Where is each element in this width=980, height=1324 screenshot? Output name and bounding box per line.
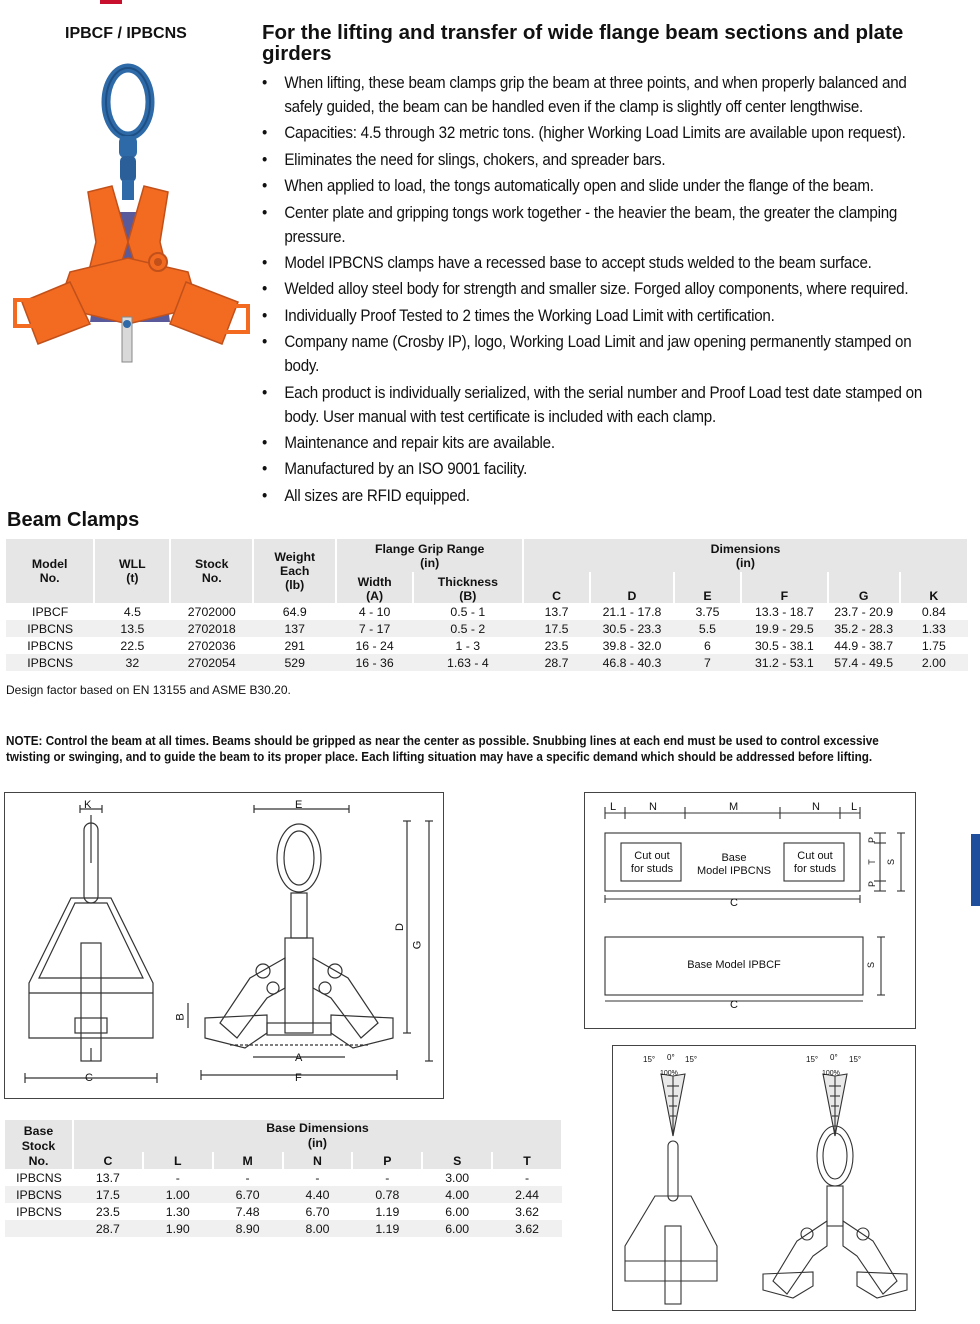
table-cell: 57.4 - 49.5 bbox=[828, 654, 900, 671]
table-cell: 291 bbox=[284, 638, 305, 653]
beam-clamp-table bbox=[6, 539, 969, 671]
base-dimensions-table bbox=[5, 1120, 563, 1237]
section-title: Beam Clamps bbox=[7, 509, 140, 531]
dim-label-a: A bbox=[295, 1052, 303, 1064]
base-col-p-header: P bbox=[352, 1152, 422, 1169]
col-g-header: G bbox=[828, 572, 900, 603]
feature-item: • Capacities: 4.5 through 32 metric tons. (higher Working Load Limits are available upon request). bbox=[262, 121, 924, 145]
table-cell: 2.44 bbox=[492, 1186, 562, 1203]
dim-label-e: E bbox=[295, 799, 303, 811]
table-cell: 4.5 bbox=[123, 604, 141, 619]
base-model-ipbcf-label: Base Model IPBCF bbox=[687, 959, 781, 971]
table-row bbox=[5, 1186, 562, 1203]
table-cell: IPBCNS bbox=[6, 620, 94, 637]
table-cell: - bbox=[385, 1170, 390, 1185]
feature-item: • Model IPBCNS clamps have a recessed base to accept studs welded to the beam surface. bbox=[262, 251, 924, 275]
table-cell: 0.84 bbox=[921, 604, 946, 619]
table-cell: 39.8 - 32.0 bbox=[602, 638, 662, 653]
cut-out-label-right: Cut out for studs bbox=[793, 850, 837, 875]
table-cell: 1.00 bbox=[143, 1186, 213, 1203]
table-cell: 6.00 bbox=[422, 1220, 492, 1237]
base-label-n: N bbox=[649, 801, 657, 813]
base-label-p2: P bbox=[867, 880, 878, 888]
table-cell: 3.00 bbox=[445, 1170, 470, 1185]
table-cell: 1.19 bbox=[375, 1204, 400, 1219]
base-model-ipbcns-label: Base Model IPBCNS bbox=[697, 852, 771, 877]
col-wll-header: WLL (t) bbox=[94, 539, 170, 603]
angle-label-15-left2: 15° bbox=[685, 1055, 698, 1064]
angle-diagram-panel bbox=[612, 1045, 916, 1311]
table-cell: 31.2 - 53.1 bbox=[741, 654, 828, 671]
beam-clamp-table-body bbox=[6, 603, 968, 671]
base-col-l-header: L bbox=[143, 1152, 213, 1169]
base-stock-header: Base Stock No. bbox=[5, 1120, 73, 1169]
table-cell: 1 - 3 bbox=[455, 638, 481, 653]
table-cell: 7 - 17 bbox=[336, 620, 412, 637]
table-cell: 1.63 - 4 bbox=[413, 654, 523, 671]
feature-item: • Maintenance and repair kits are available. bbox=[262, 431, 924, 455]
table-cell: 13.5 bbox=[94, 620, 170, 637]
table-cell: 35.2 - 28.3 bbox=[828, 620, 900, 637]
table-cell: 13.7 bbox=[544, 604, 569, 619]
accent-mark bbox=[100, 0, 122, 4]
table-cell: IPBCF bbox=[32, 604, 69, 619]
col-thickness-header: Thickness (B) bbox=[413, 572, 523, 603]
base-label-l2: L bbox=[851, 801, 858, 813]
table-row bbox=[6, 637, 968, 654]
table-cell: 4.00 bbox=[422, 1186, 492, 1203]
table-cell: 4.40 bbox=[283, 1186, 353, 1203]
table-row bbox=[5, 1169, 562, 1186]
table-row bbox=[6, 654, 968, 671]
col-stock-header: Stock No. bbox=[170, 539, 253, 603]
product-image bbox=[10, 62, 250, 382]
table-cell: 30.5 - 38.1 bbox=[754, 638, 814, 653]
table-cell: 0.5 - 2 bbox=[413, 620, 523, 637]
table-cell: 46.8 - 40.3 bbox=[590, 654, 674, 671]
table-cell: 6 bbox=[704, 638, 711, 653]
base-dimension-drawing bbox=[585, 793, 915, 1028]
angle-label-15-right: 15° bbox=[806, 1055, 819, 1064]
feature-item: • Eliminates the need for slings, chokers, and spreader bars. bbox=[262, 148, 924, 172]
table-cell: 1.75 bbox=[921, 638, 946, 653]
table-cell: 6.70 bbox=[305, 1204, 330, 1219]
table-cell: 8.00 bbox=[283, 1220, 353, 1237]
dim-label-d: D bbox=[393, 923, 406, 931]
table-cell: 2.00 bbox=[900, 654, 968, 671]
feature-item: • Welded alloy steel body for strength and smaller size. Forged alloy components, where required. bbox=[262, 277, 924, 301]
dim-label-b: B bbox=[174, 1013, 187, 1021]
feature-item: • Individually Proof Tested to 2 times the Working Load Limit with certification. bbox=[262, 304, 924, 328]
table-cell: 22.5 bbox=[120, 638, 145, 653]
col-k-header: K bbox=[900, 572, 968, 603]
table-cell: 21.1 - 17.8 bbox=[602, 604, 662, 619]
col-c-header: C bbox=[523, 572, 590, 603]
base-label-n2: N bbox=[812, 801, 820, 813]
table-cell: 17.5 bbox=[73, 1186, 143, 1203]
table-cell bbox=[5, 1220, 73, 1237]
table-cell: 137 bbox=[253, 620, 336, 637]
beam-clamp-illustration bbox=[10, 62, 250, 382]
table-cell: - bbox=[315, 1170, 320, 1185]
feature-item: • Each product is individually serialized, with the serial number and Proof Load test date stamped on body. User manual with test certificate is included with each clamp. bbox=[262, 381, 924, 429]
dim-label-c: C bbox=[85, 1072, 93, 1084]
table-cell: 30.5 - 23.3 bbox=[590, 620, 674, 637]
dim-label-k: K bbox=[84, 799, 92, 811]
base-label-s: S bbox=[886, 858, 897, 866]
table-cell: 6.70 bbox=[213, 1186, 283, 1203]
col-weight-header: Weight Each (lb) bbox=[253, 539, 336, 603]
table-cell: 32 bbox=[94, 654, 170, 671]
table-cell: 1.33 bbox=[900, 620, 968, 637]
table-cell: 23.5 bbox=[95, 1204, 120, 1219]
table-cell: 1.30 bbox=[165, 1204, 190, 1219]
lift-angle-drawing bbox=[613, 1046, 915, 1310]
col-f-header: F bbox=[741, 572, 828, 603]
table-cell: 13.3 - 18.7 bbox=[754, 604, 814, 619]
table-row bbox=[5, 1203, 562, 1220]
table-cell: 28.7 bbox=[73, 1220, 143, 1237]
table-cell: IPBCNS bbox=[6, 654, 94, 671]
base-col-c-header: C bbox=[73, 1152, 143, 1169]
col-e-header: E bbox=[674, 572, 741, 603]
feature-item: • When applied to load, the tongs automatically open and slide under the flange of the beam. bbox=[262, 174, 924, 198]
table-row bbox=[5, 1220, 562, 1237]
product-code: IPBCF / IPBCNS bbox=[65, 25, 187, 42]
table-row bbox=[6, 620, 968, 637]
design-factor-note: Design factor based on EN 13155 and ASME B30.20. bbox=[6, 683, 291, 697]
table-row bbox=[6, 603, 968, 620]
table-cell: 0.78 bbox=[352, 1186, 422, 1203]
dimensions-header: Dimensions (in) bbox=[523, 539, 968, 572]
table-cell: - bbox=[245, 1170, 250, 1185]
feature-item: • All sizes are RFID equipped. bbox=[262, 484, 924, 508]
table-cell: 44.9 - 38.7 bbox=[834, 638, 894, 653]
feature-item: • When lifting, these beam clamps grip the beam at three points, and when properly balanced and safely guided, the beam can be handled even if the clamp is slightly off center lengthwise. bbox=[262, 71, 924, 119]
base-diagram-panel bbox=[584, 792, 916, 1029]
angle-label-15-left: 15° bbox=[643, 1055, 656, 1064]
table-cell: 2702018 bbox=[170, 620, 253, 637]
base-label-c2: C bbox=[730, 999, 738, 1011]
table-cell: 529 bbox=[253, 654, 336, 671]
clamp-dimension-drawing bbox=[5, 793, 443, 1098]
base-label-c: C bbox=[730, 897, 738, 909]
table-cell: 3.62 bbox=[492, 1220, 562, 1237]
table-cell: 13.7 bbox=[95, 1170, 120, 1185]
dimension-drawing-panel bbox=[4, 792, 444, 1099]
dim-label-g: G bbox=[411, 940, 424, 950]
table-cell: 4 - 10 bbox=[358, 604, 391, 619]
table-cell: 6.00 bbox=[445, 1204, 470, 1219]
col-width-header: Width (A) bbox=[336, 572, 412, 603]
base-label-p: P bbox=[867, 836, 878, 844]
base-col-s-header: S bbox=[422, 1152, 492, 1169]
angle-label-0-left: 0° bbox=[667, 1053, 675, 1062]
table-cell: 16 - 24 bbox=[355, 638, 394, 653]
table-cell: 19.9 - 29.5 bbox=[741, 620, 828, 637]
table-cell: 28.7 bbox=[523, 654, 590, 671]
page-edge-tab[interactable] bbox=[971, 834, 980, 906]
base-dimensions-header: Base Dimensions (in) bbox=[73, 1120, 562, 1152]
table-cell: 0.5 - 1 bbox=[450, 604, 486, 619]
table-cell: IPBCNS bbox=[5, 1186, 73, 1203]
table-cell: IPBCNS bbox=[16, 1204, 62, 1219]
base-col-n-header: N bbox=[283, 1152, 353, 1169]
base-label-l: L bbox=[610, 801, 617, 813]
base-col-m-header: M bbox=[213, 1152, 283, 1169]
table-cell: IPBCNS bbox=[16, 1170, 62, 1185]
table-cell: 23.5 bbox=[544, 638, 569, 653]
table-cell: - bbox=[525, 1170, 530, 1185]
pct-label-right: 100% bbox=[822, 1070, 840, 1077]
base-label-s2: S bbox=[866, 961, 877, 969]
table-cell: 2702000 bbox=[187, 604, 236, 619]
pct-label-left: 100% bbox=[660, 1070, 678, 1077]
table-cell: 1.90 bbox=[143, 1220, 213, 1237]
page-headline: For the lifting and transfer of wide flange beam sections and plate girders bbox=[262, 21, 904, 65]
table-cell: 16 - 36 bbox=[336, 654, 412, 671]
base-label-t: T bbox=[866, 859, 877, 865]
col-model-header: Model No. bbox=[6, 539, 94, 603]
table-cell: 23.7 - 20.9 bbox=[834, 604, 894, 619]
angle-label-0-right: 0° bbox=[830, 1053, 838, 1062]
table-cell: IPBCNS bbox=[27, 638, 74, 653]
table-cell: 3.75 bbox=[695, 604, 720, 619]
cut-out-label-left: Cut out for studs bbox=[630, 850, 674, 875]
base-dimensions-table-body bbox=[5, 1169, 562, 1237]
base-col-t-header: T bbox=[492, 1152, 562, 1169]
flange-grip-header: Flange Grip Range (in) bbox=[336, 539, 522, 572]
feature-item: • Company name (Crosby IP), logo, Working Load Limit and jaw opening permanently stamped on body. bbox=[262, 330, 924, 378]
table-cell: 5.5 bbox=[674, 620, 741, 637]
base-label-m: M bbox=[729, 801, 739, 813]
table-cell: 7 bbox=[674, 654, 741, 671]
warning-note: NOTE: Control the beam at all times. Beams should be gripped as near the center as possible. Snubbing lines at each end must be used to control excessive twisting or swinging, and to guide the beam to its proper place. Each lifting situation may have a specific demand which should be addressed before lifting. bbox=[6, 734, 879, 764]
table-cell: - bbox=[175, 1170, 180, 1185]
table-cell: 1.19 bbox=[352, 1220, 422, 1237]
table-cell: 8.90 bbox=[213, 1220, 283, 1237]
angle-label-15-right2: 15° bbox=[849, 1055, 862, 1064]
table-cell: 3.62 bbox=[515, 1204, 540, 1219]
table-cell: 2702054 bbox=[170, 654, 253, 671]
dim-label-f: F bbox=[295, 1072, 302, 1084]
feature-item: • Manufactured by an ISO 9001 facility. bbox=[262, 457, 924, 481]
col-d-header: D bbox=[590, 572, 674, 603]
table-cell: 7.48 bbox=[235, 1204, 260, 1219]
table-cell: 2702036 bbox=[187, 638, 236, 653]
table-cell: 17.5 bbox=[523, 620, 590, 637]
feature-item: • Center plate and gripping tongs work together - the heavier the beam, the greater the clamping pressure. bbox=[262, 201, 924, 249]
table-cell: 64.9 bbox=[282, 604, 307, 619]
feature-list bbox=[262, 71, 924, 510]
